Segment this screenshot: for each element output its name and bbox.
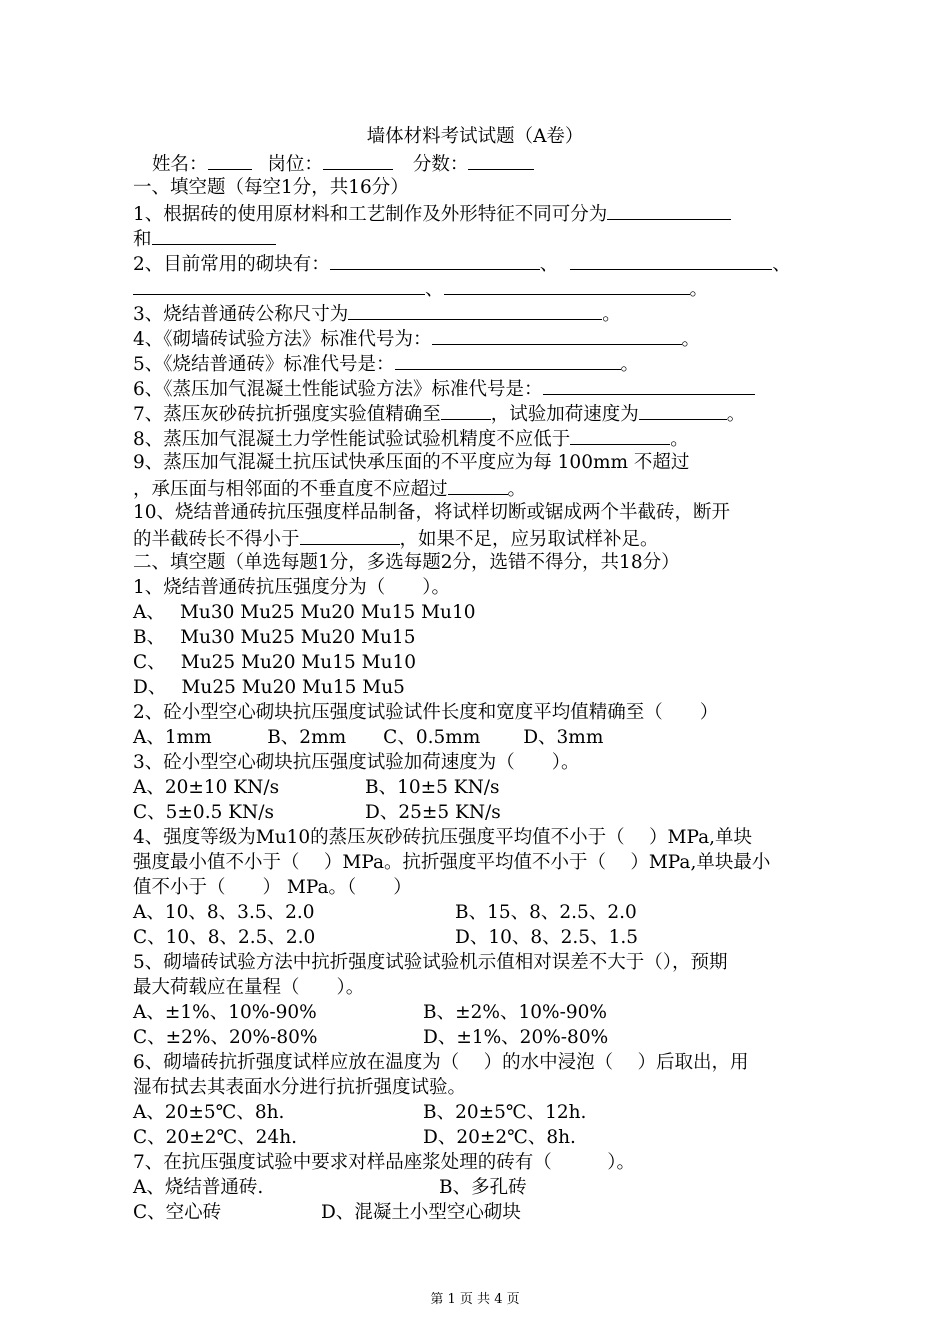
choice-q1-option-c: C、 Mu25 Mu20 Mu15 Mu10	[133, 652, 417, 673]
choice-q5-line2: 最大荷载应在量程（ ）。	[133, 977, 365, 998]
choice-q6-line2: 湿布拭去其表面水分进行抗折强度试验。	[133, 1077, 467, 1098]
section-2-heading: 二、填空题（单选每题1分，多选每题2分，选错不得分，共18分）	[133, 552, 680, 573]
fill-q10-line1: 10、烧结普通砖抗压强度样品制备，将试样切断或锯成两个半截砖，断开	[133, 502, 731, 523]
choice-q1-option-a: A、 Mu30 Mu25 Mu20 Mu15 Mu10	[133, 602, 476, 623]
choice-q5-option-d: D、±1%、20%-80%	[423, 1027, 609, 1048]
choice-q7-option-c: C、空心砖	[133, 1202, 222, 1223]
choice-q2: 2、砼小型空心砌块抗压强度试验试件长度和宽度平均值精确至（ ）	[133, 702, 719, 723]
section-1-heading: 一、填空题（每空1分，共16分）	[133, 177, 409, 198]
choice-q7-option-a: A、烧结普通砖.	[133, 1177, 264, 1198]
fill-q1-blank-1	[607, 201, 731, 220]
fill-q5-end: 。	[620, 354, 640, 375]
fill-q8-blank	[570, 426, 670, 445]
fill-q9-end: 。	[507, 479, 527, 500]
fill-q2-blank-3	[133, 276, 425, 295]
fill-q8	[133, 426, 823, 452]
choice-q5-line1: 5、砌墙砖试验方法中抗折强度试验试验机示值相对误差不大于（），预期	[133, 952, 728, 973]
choice-q5-option-a: A、±1%、10%-90%	[133, 1002, 317, 1023]
choice-q3-options-cd	[133, 801, 823, 825]
fill-q1-text: 1、根据砖的使用原材料和工艺制作及外形特征不同可分为	[133, 204, 608, 225]
fill-q7	[133, 401, 823, 427]
choice-q4-option-c: C、10、8、2.5、2.0	[133, 927, 316, 948]
choice-q7: 7、在抗压强度试验中要求对样品座浆处理的砖有（ ）。	[133, 1152, 636, 1173]
fill-q10-blank	[300, 526, 400, 545]
choice-q1-option-d: D、 Mu25 Mu20 Mu15 Mu5	[133, 677, 405, 698]
choice-q6-options-cd	[133, 1126, 823, 1150]
choice-q1: 1、烧结普通砖抗压强度分为（ ）。	[133, 577, 451, 598]
choice-q4-option-d: D、10、8、2.5、1.5	[455, 927, 638, 948]
choice-q7-options-cd	[133, 1201, 823, 1225]
post-blank	[323, 151, 393, 170]
post-label: 岗位：	[267, 154, 323, 175]
fill-q4-end: 。	[681, 329, 701, 350]
name-label: 姓名：	[152, 154, 208, 175]
choice-q4-line1: 4、强度等级为Mu10的蒸压灰砂砖抗压强度平均值不小于（ ）MPa,单块	[133, 827, 753, 848]
fill-q5	[133, 351, 823, 377]
fill-q9-line1: 9、蒸压加气混凝土抗压试快承压面的不平度应为每 100mm 不超过	[133, 452, 690, 473]
fill-q5-text: 5、《烧结普通砖》标准代号是：	[133, 354, 395, 375]
fill-q2-sep-3: 、	[425, 279, 444, 300]
fill-q10-text-3: ，如果不足，应另取试样补足。	[399, 529, 659, 550]
name-blank	[208, 151, 252, 170]
fill-q9-line2	[133, 476, 823, 502]
choice-q5-option-c: C、±2%、20%-80%	[133, 1027, 318, 1048]
fill-q1-line2	[133, 226, 823, 252]
fill-q1-line1	[133, 201, 823, 227]
fill-q7-end: 。	[726, 404, 746, 425]
choice-q6-option-d: D、20±2℃、8h.	[423, 1127, 576, 1148]
choice-q3-option-d: D、25±5 KN/s	[365, 802, 501, 823]
fill-q6-blank	[543, 376, 755, 395]
choice-q7-option-d: D、混凝土小型空心砌块	[321, 1202, 521, 1223]
fill-q2-line2	[133, 276, 823, 302]
choice-q4-line3: 值不小于（ ） MPa。（ ）	[133, 877, 412, 898]
choice-q3-options-ab	[133, 776, 823, 800]
choice-q4-option-a: A、10、8、3.5、2.0	[133, 902, 315, 923]
fill-q7-text: 7、蒸压灰砂砖抗折强度实验值精确至	[133, 404, 441, 425]
fill-q10-line2	[133, 526, 823, 552]
choice-q5-option-b: B、±2%、10%-90%	[423, 1002, 607, 1023]
choice-q5-options-cd	[133, 1026, 823, 1050]
fill-q4-text: 4、《砌墙砖试验方法》标准代号为：	[133, 329, 432, 350]
score-label: 分数：	[412, 154, 469, 175]
fill-q10-text-2: 的半截砖长不得小于	[133, 529, 300, 550]
exam-title: 墙体材料考试试题（A卷）	[366, 126, 584, 147]
fill-q4	[133, 326, 823, 352]
fill-q7-blank-1	[441, 401, 491, 420]
choice-q1-option-b: B、 Mu30 Mu25 Mu20 Mu15	[133, 627, 416, 648]
page-footer: 第 1 页 共 4 页	[430, 1292, 520, 1307]
fill-q4-blank	[432, 326, 682, 345]
choice-q5-options-ab	[133, 1001, 823, 1025]
header-fields	[152, 151, 842, 177]
fill-q2-blank-1	[330, 251, 540, 270]
choice-q4-option-b: B、15、8、2.5、2.0	[455, 902, 637, 923]
choice-q3-option-b: B、10±5 KN/s	[365, 777, 500, 798]
fill-q7-text-2: ，试验加荷速度为	[490, 404, 639, 425]
score-blank	[468, 151, 534, 170]
fill-q2-sep: 、	[539, 254, 559, 275]
fill-q9-text-2: ，承压面与相邻面的不垂直度不应超过	[133, 479, 448, 500]
choice-q4-options-ab	[133, 901, 823, 925]
fill-q2-blank-4	[444, 276, 690, 295]
fill-q1-blank-2	[152, 226, 276, 245]
fill-q2-end: 。	[689, 279, 709, 300]
fill-q2-sep-2: 、	[772, 254, 791, 275]
choice-q7-options-ab	[133, 1176, 823, 1200]
fill-q2-text: 2、目前常用的砌块有：	[133, 254, 330, 275]
fill-q3	[133, 301, 823, 327]
fill-q9-blank	[448, 476, 508, 495]
choice-q4-line2: 强度最小值不小于（ ）MPa。抗折强度平均值不小于（ ）MPa,单块最小	[133, 852, 771, 873]
choice-q6-option-a: A、20±5℃、8h.	[133, 1102, 285, 1123]
fill-q7-blank-2	[639, 401, 727, 420]
choice-q3-option-a: A、20±10 KN/s	[133, 777, 280, 798]
fill-q3-text: 3、烧结普通砖公称尺寸为	[133, 304, 349, 325]
choice-q3-option-c: C、5±0.5 KN/s	[133, 802, 274, 823]
choice-q7-option-b: B、多孔砖	[439, 1177, 527, 1198]
fill-q6	[133, 376, 823, 402]
fill-q1-text-2: 和	[133, 229, 152, 250]
choice-q3: 3、砼小型空心砌块抗压强度试验加荷速度为（ ）。	[133, 752, 580, 773]
fill-q8-end: 。	[670, 429, 689, 450]
fill-q5-blank	[395, 351, 621, 370]
fill-q8-text: 8、蒸压加气混凝土力学性能试验试验机精度不应低于	[133, 429, 571, 450]
fill-q2-blank-2	[570, 251, 772, 270]
fill-q3-end: 。	[602, 304, 621, 325]
choice-q6-option-c: C、20±2℃、24h.	[133, 1127, 297, 1148]
choice-q2-options: A、1mm B、2mm C、0.5mm D、3mm	[133, 727, 604, 748]
fill-q3-blank	[348, 301, 602, 320]
choice-q4-options-cd	[133, 926, 823, 950]
choice-q6-line1: 6、砌墙砖抗折强度试样应放在温度为（ ）的水中浸泡（ ）后取出，用	[133, 1052, 749, 1073]
choice-q6-options-ab	[133, 1101, 823, 1125]
fill-q2-line1	[133, 251, 823, 277]
fill-q6-text: 6、《蒸压加气混凝土性能试验方法》标准代号是：	[133, 379, 543, 400]
choice-q6-option-b: B、20±5℃、12h.	[423, 1102, 587, 1123]
